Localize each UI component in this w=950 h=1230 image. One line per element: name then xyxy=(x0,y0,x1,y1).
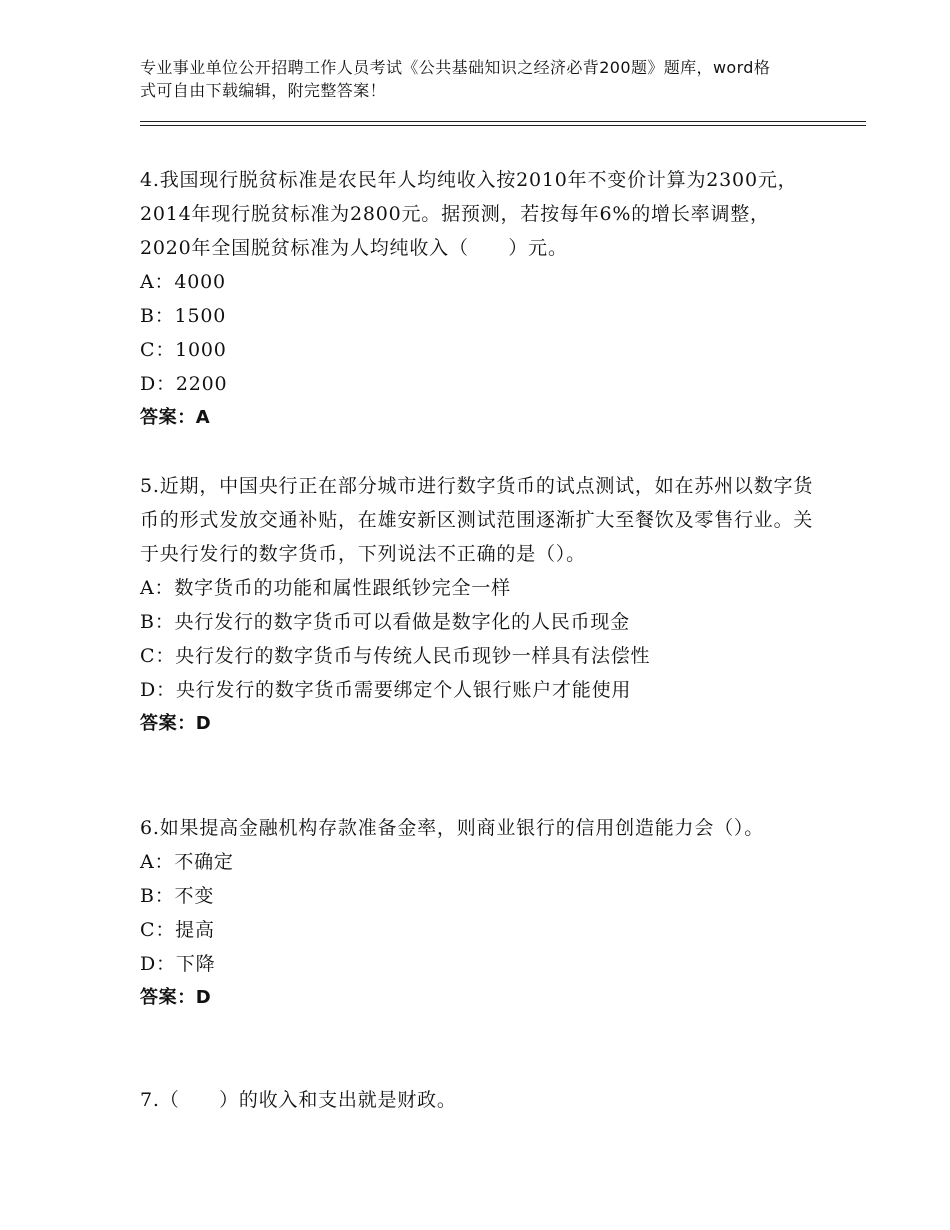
option-c: C：1000 xyxy=(140,339,227,361)
question-4 xyxy=(140,163,820,435)
question-7 xyxy=(140,1083,820,1117)
option-a: A：数字货币的功能和属性跟纸钞完全一样 xyxy=(140,577,511,599)
option-b: B：不变 xyxy=(140,885,215,907)
option-a: A：4000 xyxy=(140,271,226,293)
answer-label: 答案：D xyxy=(140,987,212,1008)
option-d: D：2200 xyxy=(140,373,228,395)
option-c: C：提高 xyxy=(140,919,215,941)
option-c: C：央行发行的数字货币与传统人民币现钞一样具有法偿性 xyxy=(140,645,651,667)
answer-label: 答案：D xyxy=(140,713,212,734)
option-b: B：央行发行的数字货币可以看做是数字化的人民币现金 xyxy=(140,611,630,633)
document-header: 专业事业单位公开招聘工作人员考试《公共基础知识之经济必背200题》题库，word格式可自由下载编辑，附完整答案！ xyxy=(140,58,771,100)
question-5 xyxy=(140,469,820,741)
option-a: A：不确定 xyxy=(140,851,234,873)
header-divider-thick xyxy=(140,125,866,126)
answer-label: 答案：A xyxy=(140,407,211,428)
question-stem: 5.近期，中国央行正在部分城市进行数字货币的试点测试，如在苏州以数字货币的形式发放交通补贴，在雄安新区测试范围逐渐扩大至餐饮及零售行业。关于央行发行的数字货币，下列说法不正确的是（）。 xyxy=(140,475,814,565)
question-stem: 4.我国现行脱贫标准是农民年人均纯收入按2010年不变价计算为2300元，2014年现行脱贫标准为2800元。据预测，若按每年6%的增长率调整，2020年全国脱贫标准为人均纯收入（ ）元。 xyxy=(140,169,798,259)
question-stem: 7.（ ）的收入和支出就是财政。 xyxy=(140,1089,457,1111)
question-6 xyxy=(140,811,820,1015)
header-divider-thin xyxy=(140,121,866,122)
option-d: D：央行发行的数字货币需要绑定个人银行账户才能使用 xyxy=(140,679,632,701)
question-stem: 6.如果提高金融机构存款准备金率，则商业银行的信用创造能力会（）。 xyxy=(140,817,765,839)
option-b: B：1500 xyxy=(140,305,227,327)
option-d: D：下降 xyxy=(140,953,216,975)
